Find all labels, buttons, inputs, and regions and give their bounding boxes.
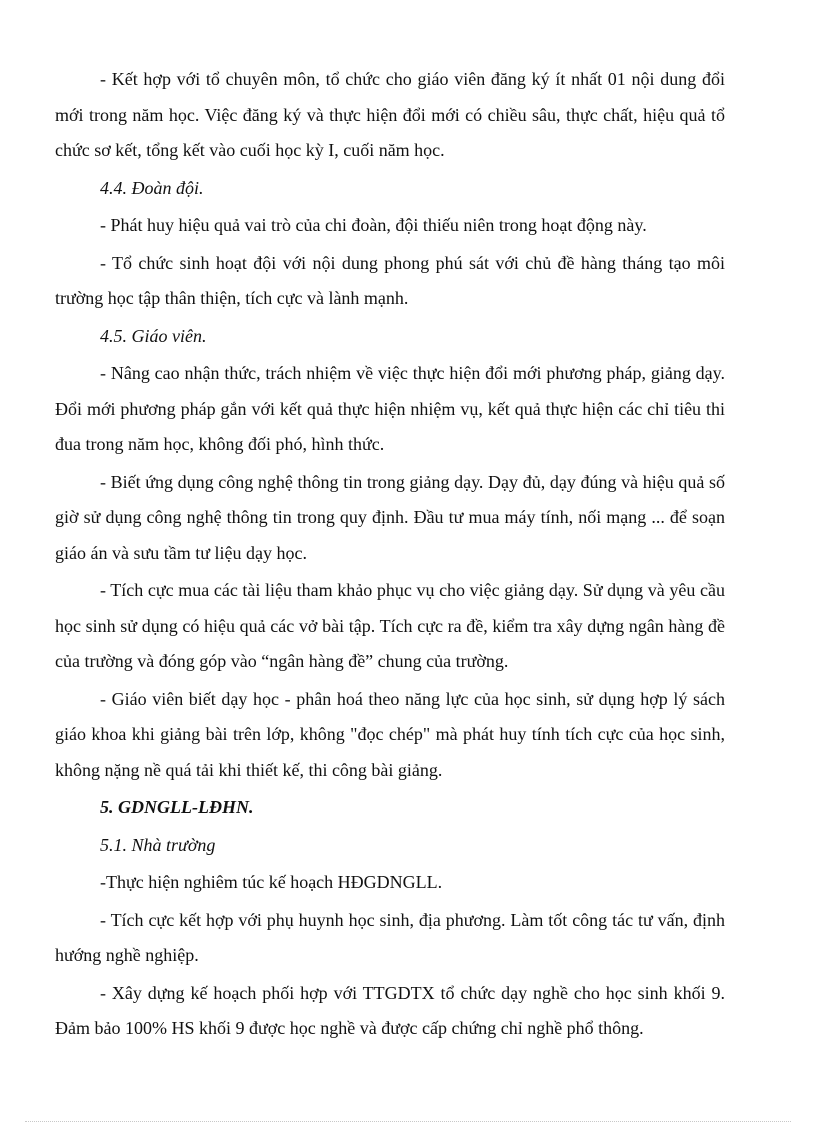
section-heading: 4.4. Đoàn đội. xyxy=(100,177,204,198)
paragraph: - Biết ứng dụng công nghệ thông tin trong giảng dạy. Dạy đủ, dạy đúng và hiệu quả số giờ sử dụng công nghệ thông tin trong quy định. Đầu tư mua máy tính, nối mạng ... để soạn giáo án và sưu tầm tư liệu dạy học. xyxy=(55,471,725,563)
paragraph: - Phát huy hiệu quả vai trò của chi đoàn, đội thiếu niên trong hoạt động này. xyxy=(100,215,647,235)
section-heading: 4.5. Giáo viên. xyxy=(100,325,207,346)
page-bottom-divider xyxy=(25,1121,791,1122)
paragraph: - Kết hợp với tổ chuyên môn, tổ chức cho giáo viên đăng ký ít nhất 01 nội dung đổi mới trong năm học. Việc đăng ký và thực hiện đổi mới có chiều sâu, thực chất, hiệu quả tổ chức sơ kết, tổng kết vào cuối học kỳ I, cuối năm học. xyxy=(55,69,725,160)
paragraph: - Giáo viên biết dạy học - phân hoá theo năng lực của học sinh, sử dụng hợp lý sách giáo khoa khi giảng bài trên lớp, không "đọc chép" mà phát huy tính tích cực của học sinh, không nặng nề quá tải khi thiết kế, thi công bài giảng. xyxy=(55,688,725,780)
section-heading: 5.1. Nhà trường xyxy=(100,834,216,855)
paragraph: -Thực hiện nghiêm túc kế hoạch HĐGDNGLL. xyxy=(100,872,443,892)
paragraph: - Tổ chức sinh hoạt đội với nội dung phong phú sát với chủ đề hàng tháng tạo môi trường học tập thân thiện, tích cực và lành mạnh. xyxy=(55,252,725,308)
paragraph: - Tích cực kết hợp với phụ huynh học sinh, địa phương. Làm tốt công tác tư vấn, định hướng nghề nghiệp. xyxy=(55,909,725,965)
paragraph: - Xây dựng kế hoạch phối hợp với TTGDTX tổ chức dạy nghề cho học sinh khối 9. Đảm bảo 100% HS khối 9 được học nghề và được cấp chứng chỉ nghề phổ thông. xyxy=(55,982,725,1038)
document-page xyxy=(55,62,725,1049)
paragraph: - Tích cực mua các tài liệu tham khảo phục vụ cho việc giảng dạy. Sử dụng và yêu cầu học sinh sử dụng có hiệu quả các vở bài tập. Tích cực ra đề, kiểm tra xây dựng ngân hàng đề của trường và đóng góp vào “ngân hàng đề” chung của trường. xyxy=(55,580,725,671)
paragraph: - Nâng cao nhận thức, trách nhiệm về việc thực hiện đổi mới phương pháp, giảng dạy. Đổi mới phương pháp gắn với kết quả thực hiện nhiệm vụ, kết quả thực hiện các chỉ tiêu thi đua trong năm học, không đối phó, hình thức. xyxy=(55,363,725,454)
section-heading: 5. GDNGLL-LĐHN. xyxy=(100,797,254,817)
